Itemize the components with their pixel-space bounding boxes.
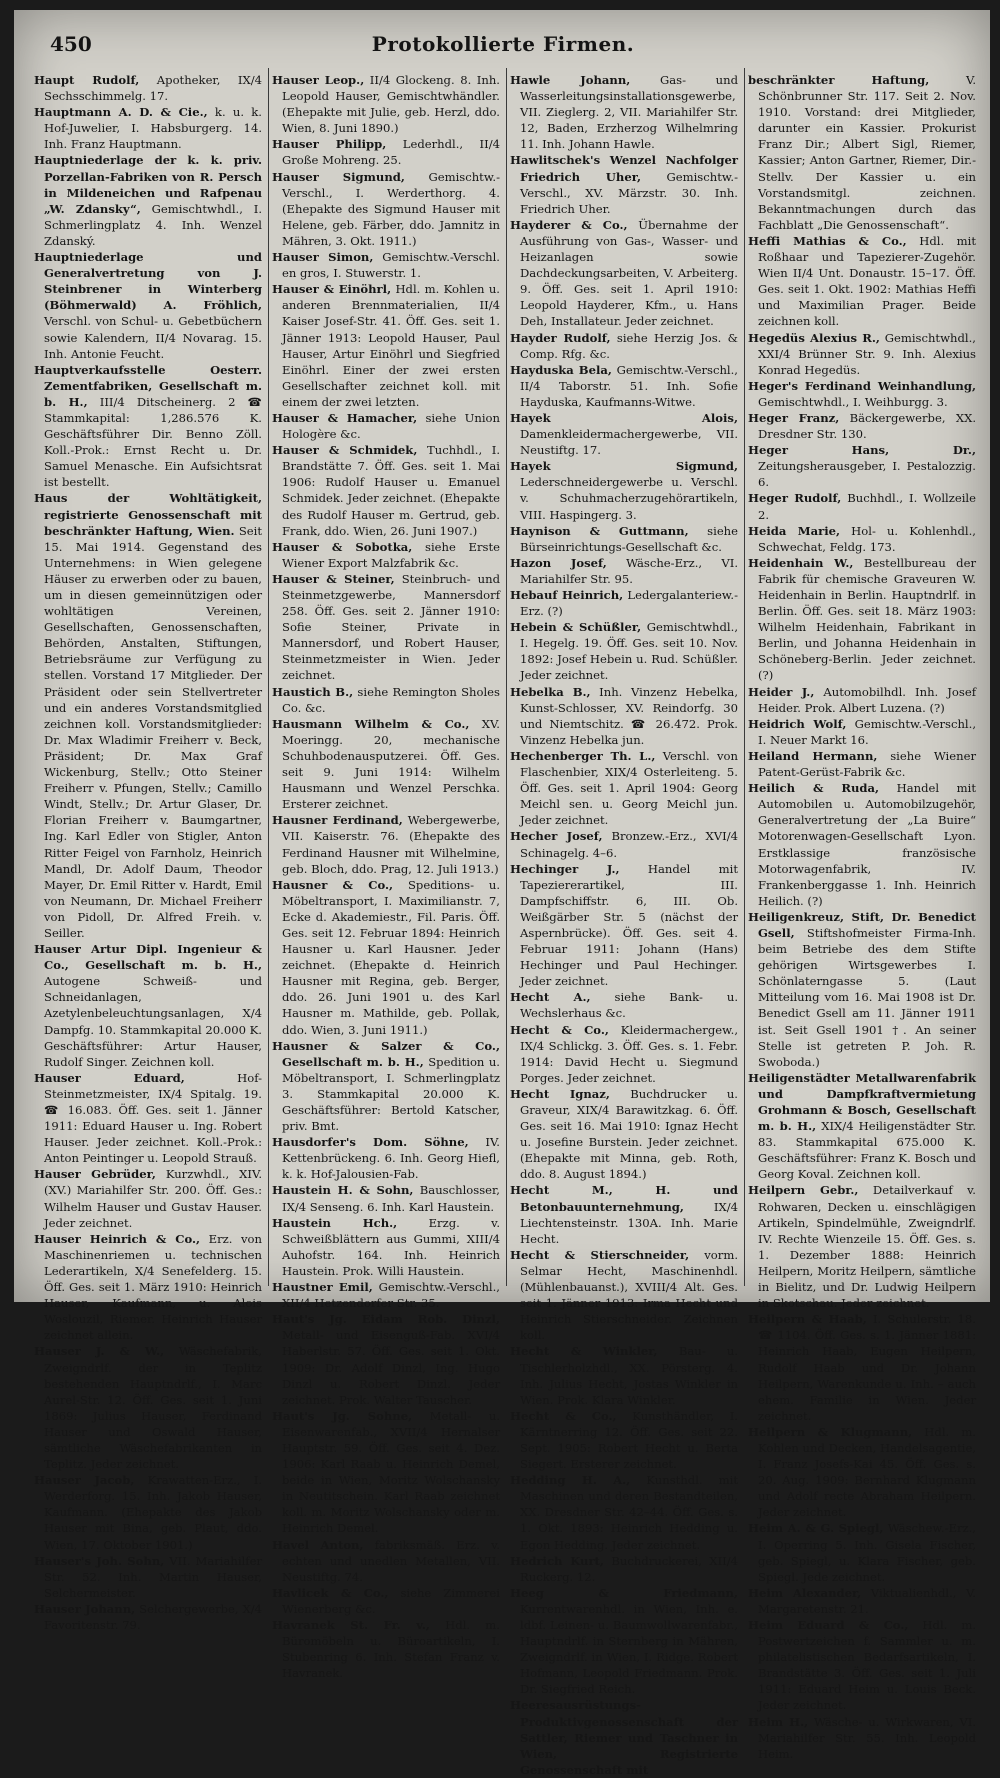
firm-name: Hauser Artur Dipl. Ingenieur & Co., Gesellschaft m. b. H., — [34, 942, 262, 973]
firm-entry — [510, 748, 738, 828]
firm-name: Hauser Leop., — [272, 73, 365, 87]
firm-entry — [748, 684, 976, 716]
document-page — [14, 10, 990, 1777]
firm-entry — [748, 716, 976, 748]
firm-entry — [272, 1537, 500, 1585]
column-rule — [744, 68, 745, 1286]
firm-entry — [272, 442, 500, 539]
firm-details: II/4 Glockeng. 8. Inh. Leopold Hauser, Gemischtwhändler. (Ehepakte mit Julie, geb. Herzl, ddo. Wien, 8. Juni 1890.) — [282, 73, 500, 136]
firm-name: Hauptniederlage und Generalvertretung von J. Steinbrener in Winterberg (Böhmerwald) A. Fröhlich, — [34, 250, 262, 313]
firm-name: Hayek Sigmund, — [510, 459, 738, 474]
firm-name: Hecht & Co., — [510, 1408, 617, 1423]
firm-entry — [34, 1472, 262, 1552]
firm-entry — [272, 281, 500, 410]
firm-entry — [748, 410, 976, 442]
firm-name: Heiligenstädter Metallwarenfabrik und Dampfkraftvermietung Grohmann & Bosch, Gesellschaft m. b. H., — [748, 1070, 976, 1134]
firm-name: Heida Marie, — [748, 523, 841, 538]
firm-name: Heilpern & Klugmann, — [748, 1424, 913, 1439]
firm-name: Heeresausrüstungs- Produktivgenossenschaft der Sattler, Riemer und Taschner in Wien, Registrierte Genossenschaft mit — [510, 1698, 738, 1777]
firm-entry — [34, 362, 262, 491]
firm-details: Hdl. m. Postwertzeichen f. Sammler u. m. philatelistischen Bedarfsartikeln, I. Brandstätte 3. Öff. Ges. seit 1. Juli 1911: Eduard Heim u. Louis Beck. Jeder zeichnet. — [758, 1618, 977, 1713]
firm-name: Heilich & Ruda, — [748, 781, 880, 796]
firm-details: Gemischtwhdl., I. Weihburgg. 3. — [758, 394, 948, 409]
firm-entry — [272, 1279, 500, 1311]
firm-details: Apotheker, IX/4 Sechsschimmelg. 17. — [44, 73, 262, 104]
firm-details: I. Schulerstr. 18. ☎ 1104. Öff. Ges. s. 1. Jänner 1881: Heinrich Haab, Eugen Heilpern, Rudolf Haab und Dr. Johann Heilpern, Warenkunde u. Inh. – auch ehem. Familie in Wien. Jeder zeichnet. — [758, 1312, 976, 1423]
firm-details: Viktualienhdl., V. Margaretenstr. 21. — [758, 1585, 976, 1616]
firm-entry — [272, 1408, 500, 1537]
firm-details: Kunsthdl. mit Maschinen und deren Bestandteilen, XX. Dresdner Str. 42–44. Öff. Ges. s. 1. Okt. 1893: Heinrich Hedding u. Egon Hedding. Jeder zeichnet. — [520, 1473, 739, 1552]
firm-entry — [272, 1038, 500, 1135]
firm-name: Hecher Josef, — [510, 829, 603, 844]
firm-entry — [272, 410, 500, 442]
text-column-1 — [34, 72, 263, 1632]
firm-name: Hauser & Hamacher, — [272, 410, 418, 425]
firm-name: Hauser & Schmidek, — [272, 443, 418, 458]
firm-name: Hauser & Sobotka, — [272, 539, 413, 554]
firm-name: Hauser Eduard, — [34, 1070, 185, 1085]
firm-name: Heider J., — [748, 684, 815, 699]
firm-details: Hdl. m. Kohlen u. anderen Brennmaterialien, II/4 Kaiser Josef-Str. 41. Öff. Ges. seit 1. Jänner 1913: Leopold Hauser, Paul Hauser, Artur Einöhrl und Siegfried Einöhrl. Einer der zwei ersten Gesellschafter zeichnet koll. mit einem der zwei letzten. — [282, 282, 500, 409]
firm-entry — [510, 1343, 738, 1407]
firm-details: Detailverkauf v. Rohwaren, Decken u. einschlägigen Artikeln, Spindelmühle, Zweigndrlf. IV. Rechte Wienzeile 15. Öff. Ges. s. 1. Dezember 1888: Heinrich Heilpern, Moritz Heilpern, sämtliche in Bielitz, und Dr. Ludwig Heilpern in Skotschau. Jeder zeichnet. — [758, 1183, 976, 1311]
firm-name: Heim A. & G. Spiegl, — [748, 1521, 884, 1536]
firm-entry — [272, 249, 500, 281]
firm-entry — [34, 249, 262, 362]
firm-entry — [510, 587, 738, 619]
firm-name: Hauser & Einöhrl, — [272, 282, 392, 297]
firm-details: V. Schönbrunner Str. 117. Seit 2. Nov. 1910. Vorstand: drei Mitglieder, darunter ein Kassier. Prokurist Franz Dir.; Albert Sigl, Riemer, Kassier; Anton Gartner, Riemer, Dir.-Stellv. Der Kassier u. ein Vorstandsmitgl. zeichnen. Bekanntmachungen durch das Fachblatt „Die Genossenschaft“. — [758, 73, 976, 232]
firm-details: VII. Mariahilfer Str. 52. Inh. Martin Hauser, Selchermeister. — [44, 1553, 262, 1600]
firm-entry — [748, 1617, 976, 1714]
firm-entry — [510, 1022, 738, 1086]
firm-name: Haus der Wohltätigkeit, registrierte Genossenschaft mit beschränkter Haftung, Wien. — [34, 491, 262, 538]
firm-name: Heger Franz, — [748, 410, 840, 425]
firm-name: Hebelka B., — [510, 684, 591, 699]
firm-details: Hdl. m. Büromöbeln u. Büroartikeln, I. Stubenring 6. Inh. Stefan Franz v. Havranek. — [282, 1618, 500, 1681]
firm-details: Wäsche-Erz., VI. Mariahilfer Str. 95. — [520, 555, 739, 586]
firm-entry — [272, 877, 500, 1038]
firm-name: Hecht M., H. und Betonbauunternehmung, — [510, 1183, 738, 1214]
firm-entry — [34, 1601, 262, 1633]
firm-entry — [272, 1215, 500, 1279]
firm-name: Hayek Alois, — [510, 410, 738, 425]
firm-name: Heilpern & Haab, — [748, 1312, 867, 1327]
firm-name: Hayder Rudolf, — [510, 330, 611, 345]
firm-entry — [272, 1134, 500, 1182]
firm-details: Hdl. m. Kohlen und Decken, Handelsagentie, I. Franz Josefs-Kai 45. Öff. Ges. s. 20. Aug. 1909: Bernhard Klugmann und Adolf recte Abraham Heilpern. Jeder zeichnet. — [758, 1424, 976, 1520]
firm-name: Hedding H. A., — [510, 1473, 631, 1488]
firm-name: Haupt Rudolf, — [34, 73, 140, 87]
firm-details: Buchhdl., I. Wollzeile 2. — [758, 491, 976, 522]
firm-details: siehe Zimmerei Wienerberg &c. — [282, 1585, 500, 1616]
firm-entry — [34, 1166, 262, 1230]
firm-details: Bäckergewerbe, XX. Dresdner Str. 130. — [758, 410, 977, 442]
firm-entry — [748, 555, 976, 684]
firm-details: Inh. Vinzenz Hebelka, Kunst-Schlosser, XV. Reindorfg. 30 und Niemtschitz. ☎ 26.472. Prok. Vinzenz Hebelka jun. — [520, 684, 739, 747]
firm-name: Hecht A., — [510, 990, 591, 1005]
firm-details: III/4 Ditscheinerg. 2 ☎ Stammkapital: 1,286.576 K. Geschäftsführer Dir. Benno Zöll. Koll.-Prok.: Ernst Recht u. Dr. Samuel Menasche. Ein Aufsichtsrat ist bestellt. — [44, 394, 262, 490]
firm-details: Wäschefabrik, Zweigndrlf. der in Teplitz bestehenden Hauptndrlf., I. Marc Aurel-Str. 12. Öff. Ges. seit 1. Juni 1869: Julius Hauser, Ferdinand Hauser und Oswald Hauser, sämtliche Wäschefabrikanten in Teplitz. Jeder zeichnet. — [44, 1344, 263, 1472]
firm-name: Haut's Jg. Sohne, — [272, 1408, 413, 1423]
firm-entry — [510, 1472, 738, 1552]
firm-details: Verschl. von Flaschenbier, XIX/4 Osterleiteng. 5. Öff. Ges. seit 1. April 1904: Georg Meichl sen. u. Georg Meichl jun. Jeder zeichnet. — [520, 748, 739, 828]
firm-name: Haustein H. & Sohn, — [272, 1183, 414, 1198]
firm-name: Hausdorfer's Dom. Söhne, — [272, 1135, 469, 1150]
firm-entry — [510, 619, 738, 683]
firm-details: IV. Kettenbrückeng. 6. Inh. Georg Hiefl, k. k. Hof-Jalousien-Fab. — [282, 1135, 500, 1182]
firm-details: fabriksmäß. Erz. v. echten und unedlen Metallen, VII. Neustiftg. 74. — [282, 1537, 501, 1584]
firm-details: siehe Herzig Jos. & Comp. Rfg. &c. — [520, 330, 738, 361]
firm-details: Steinbruch- und Steinmetzgewerbe, Mannersdorf 258. Öff. Ges. seit 2. Jänner 1910: Sofie Steiner, Private in Mannersdorf, und Robert Hauser, Steinmetzmeister in Wien. Jeder zeichnet. — [282, 571, 500, 683]
firm-details: Gemischtw.-Verschl., I. Werderthorg. 4. (Ehepakte des Sigmund Hauser mit Helene, geb. Färber, ddo. Jamnitz in Mähren, 3. Okt. 1911.) — [282, 169, 500, 248]
column-rule — [268, 68, 269, 1286]
firm-entry — [748, 1182, 976, 1311]
firm-name: Hauser Johann, — [34, 1601, 136, 1616]
firm-entry — [748, 330, 976, 378]
firm-details: Autogene Schweiß- und Schneidanlagen, Azetylenbeleuchtungsanlagen, X/4 Dampfg. 10. Stammkapital 20.000 K. Geschäftsführer: Artur Hauser, Rudolf Singer. Zeichnen koll. — [44, 974, 262, 1069]
firm-entry — [510, 330, 738, 362]
firm-name: Heilpern Gebr., — [748, 1183, 859, 1198]
firm-entry — [34, 941, 262, 1070]
firm-entry — [272, 812, 500, 876]
firm-entry — [510, 1585, 738, 1698]
firm-name: Heger Rudolf, — [748, 491, 842, 506]
firm-name: Heidenhain W., — [748, 555, 854, 570]
firm-name: Hausner Ferdinand, — [272, 813, 403, 828]
firm-entry — [510, 1086, 738, 1183]
firm-name: Haustner Emil, — [272, 1280, 373, 1295]
firm-entry — [510, 555, 738, 587]
firm-name: Heger's Ferdinand Weinhandlung, — [748, 378, 976, 393]
firm-details: Selchergewerbe, X/4 Favoritenstr. 79. — [44, 1601, 263, 1632]
firm-entry — [748, 442, 976, 490]
firm-name: Havranek St. Fr. v., — [272, 1618, 430, 1632]
firm-name: Hecht Ignaz, — [510, 1086, 610, 1101]
running-title: Protokollierte Firmen. — [371, 32, 635, 56]
firm-entry — [272, 1617, 500, 1681]
firm-entry — [34, 104, 262, 152]
firm-details: XV. Moeringg. 20, mechanische Schuhbodenausputzerei. Öff. Ges. seit 9. Juni 1914: Wilhelm Hausmann und Wenzel Perschka. Ersterer zeichnet. — [282, 716, 500, 812]
firm-details: Buchdruckerei, XII/4 Ruckerg. 12. — [520, 1553, 739, 1584]
firm-details: Automobilhdl. Inh. Josef Heider. Prok. Albert Luzena. (?) — [758, 684, 976, 715]
firm-entry — [510, 1553, 738, 1585]
firm-details: Spedition u. Möbeltransport, I. Schmerlingplatz 3. Stammkapital 20.000 K. Geschäftsführer: Bertold Katscher, priv. Bmt. — [282, 1054, 500, 1134]
firm-details: Wäschew.-Erz., I. Operring 5. Inh. Gisela Fischer, geb. Spiegl, u. Klara Fischer, geb. Spiegl. Jede zeichnet. — [758, 1521, 976, 1584]
firm-name: Haustein Hch., — [272, 1215, 398, 1230]
firm-entry — [34, 1553, 262, 1601]
firm-name: beschränkter Haftung, — [748, 73, 930, 87]
firm-details: Speditions- u. Möbeltransport, I. Maximilianstr. 7, Ecke d. Akademiestr., Fil. Paris. Öff. Ges. seit 12. Februar 1894: Heinrich Hausner u. Karl Hausner. Jeder zeichnet. (Ehepakte d. Heinrich Hausner mit Regina, geb. Berger, ddo. 26. Juni 1901 u. des Karl Hausner m. Mathilde, geb. Pollak, ddo. Wien, 3. Juni 1911.) — [282, 877, 501, 1037]
firm-details: siehe Union Hologère &c. — [282, 410, 501, 442]
firm-details: Damenkleidermachergewerbe, VII. Neustiftg. 17. — [520, 427, 738, 458]
firm-entry — [510, 1247, 738, 1344]
firm-details: Bronzew.-Erz., XVI/4 Schinagelg. 4–6. — [520, 829, 738, 860]
firm-name: Hauptverkaufsstelle Oesterr. Zementfabriken, Gesellschaft m. b. H., — [34, 362, 262, 409]
firm-details: siehe Wiener Patent-Gerüst-Fabrik &c. — [758, 748, 976, 780]
firm-details: IX/4 Liechtensteinstr. 130A. Inh. Marie Hecht. — [520, 1199, 738, 1246]
text-column-2 — [272, 72, 501, 1681]
firm-name: Hauser Gebrüder, — [34, 1167, 156, 1182]
firm-entry — [272, 1182, 500, 1214]
firm-details: Kurzwhdl., XIV. (XV.) Mariahilfer Str. 200. Öff. Ges.: Wilhelm Hauser und Gustav Hauser. Jeder zeichnet. — [44, 1167, 263, 1230]
firm-details: Gemischtwhdl., I. Hegelg. 19. Öff. Ges. seit 10. Nov. 1892: Josef Hebein u. Rud. Schüßler. Jeder zeichnet. — [520, 620, 739, 683]
firm-details: siehe Erste Wiener Export Malzfabrik &c. — [282, 539, 500, 570]
column-rule — [506, 68, 507, 1286]
firm-name: Hauptniederlage der k. k. priv. Porzellan-Fabriken von R. Persch in Mildeneichen und Rafpenau „W. Zdansky“, — [34, 153, 262, 216]
firm-name: Hausner & Salzer & Co., Gesellschaft m. b. H., — [272, 1038, 500, 1069]
firm-entry — [748, 72, 976, 233]
firm-name: Hauser & Steiner, — [272, 571, 395, 586]
firm-entry — [748, 378, 976, 410]
firm-entry — [748, 1520, 976, 1584]
firm-details: Bestellbureau der Fabrik für chemische Graveuren W. Heidenhain in Berlin. Hauptndrlf. in Berlin. Öff. Ges. seit 18. März 1903: Wilhelm Heidenhain, Fabrikant in Berlin, und Johanna Heidenhain in Schöneberg-Berlin. Jeder zeichnet. (?) — [758, 555, 976, 683]
firm-entry — [510, 861, 738, 990]
firm-entry — [510, 72, 738, 152]
firm-name: Hauser Jacob, — [34, 1473, 135, 1488]
firm-details: Gemischtwhdl., I. Schmerlingplatz 4. Inh. Wenzel Zdanský. — [44, 201, 263, 248]
firm-details: Seit 15. Mai 1914. Gegenstand des Unternehmens: in Wien gelegene Häuser zu erwerben oder zu bauen, um in diesen gemeinnützigen oder wohltätigen Vereinen, Gesellschaften, Genossenschaften, Behörden, Anstalten, Stiftungen, Betriebsräume zur Verfügung zu stellen. Vorstand 17 Mitglieder. Der Präsident oder sein Stellvertreter und ein anderes Vorstandsmitglied zeichnen koll. Vorstandsmitglieder: Dr. Max Wladimir Freiherr v. Beck, Präsident; Dr. Max Graf Wickenburg, Stellv.; Otto Steiner Freiherr v. Pfungen, Stellv.; Camillo Windt, Stellv.; Dr. Artur Glaser, Dr. Florian Freiherr v. Baumgartner, Ing. Karl Edler von Stigler, Anton Ritter Feigel von Farnholz, Heinrich Mandl, Dr. Adolf Daum, Theodor Mayer, Dr. Emil Ritter v. Hardt, Emil von Neumann, Dr. Michael Freiherr von Pidoll, Dr. Alfred Freih. v. Seiller. — [44, 523, 262, 940]
firm-entry — [272, 72, 500, 136]
firm-entry — [748, 909, 976, 1070]
firm-entry — [510, 684, 738, 748]
firm-entry — [272, 684, 500, 716]
firm-name: Hechinger J., — [510, 861, 620, 876]
firm-entry — [510, 362, 738, 410]
firm-name: Hechenberger Th. L., — [510, 748, 656, 763]
firm-name: Heger Hans, Dr., — [748, 443, 976, 458]
firm-details: Kunsthändler, I. Kärntnerring 12. Öff. Ges. seit 22. Sept. 1905: Robert Hecht u. Berta Siegert. Ersterer zeichnet. — [520, 1408, 738, 1472]
firm-entry — [748, 1714, 976, 1762]
firm-entry — [510, 217, 738, 330]
firm-name: Hauser Philipp, — [272, 137, 387, 152]
firm-details: Ledergalanteriew.-Erz. (?) — [520, 588, 739, 619]
firm-details: Gemischtw.-Verschl., XII/4 Hetzendorfer Str. 35. — [282, 1280, 500, 1311]
firm-name: Hauser Heinrich & Co., — [34, 1231, 201, 1246]
firm-name: Hauser Sigmund, — [272, 169, 405, 184]
firm-details: Verschl. von Schul- u. Gebetbüchern sowie Kalendern, II/4 Novarag. 15. Inh. Antonie Feucht. — [44, 314, 262, 361]
firm-entry — [34, 72, 262, 104]
firm-name: Hauptmann A. D. & Cie., — [34, 105, 208, 120]
firm-name: Heim Alexander, — [748, 1585, 862, 1600]
firm-details: vorm. Selmar Hecht, Maschinenhdl. (Mühlenbauanst.), XVIII/4 Alt. Ges. seit 1. Jänner 1913: Irma Hecht und Heinrich Stierschneider. Zeichnen koll. — [520, 1247, 739, 1343]
firm-details: Handel mit Tapeziererartikel, III. Dampfschiffstr. 6, III. Ob. Weißgärber Str. 5 (nächst der Aspernbrücke). Öff. Ges. seit 4. Februar 1911: Johann (Hans) Hechinger und Paul Hechinger. Jeder zeichnet. — [520, 861, 739, 989]
firm-entry — [272, 1585, 500, 1617]
firm-entry — [272, 1311, 500, 1408]
firm-name: Heeg & Friedmann, — [510, 1585, 738, 1600]
firm-entry — [510, 1182, 738, 1246]
firm-entry — [272, 136, 500, 168]
firm-details: Lederhdl., II/4 Große Mohreng. 25. — [282, 137, 501, 168]
firm-name: Hayderer & Co., — [510, 217, 628, 232]
firm-details: Metall- u. Eisenwarenfab., XVII/4 Hernalser Hauptstr. 59. Öff. Ges. seit 4. Dez. 1906: Karl Raab u. Heinrich Demel, beide in Wien, Moritz Wolschansky in Neutitschein. Karl Raab zeichnet koll. m. Moritz Wolschansky oder m. Heinrich Demel. — [282, 1408, 501, 1536]
firm-entry — [748, 748, 976, 780]
firm-entry — [748, 1070, 976, 1183]
firm-entry — [510, 1697, 738, 1777]
firm-entry — [510, 989, 738, 1021]
firm-name: Hedrich Kurt, — [510, 1553, 604, 1568]
firm-details: Lederschneidergewerbe u. Verschl. v. Schuhmacherzugehörartikeln, VIII. Haspingerg. 3. — [520, 475, 738, 522]
firm-name: Heim Eduard & Co., — [748, 1618, 909, 1632]
firm-details: Hof-Steinmetzmeister, IX/4 Spitalg. 19. ☎ 16.083. Öff. Ges. seit 1. Jänner 1911: Eduard Hauser u. Ing. Robert Hauser. Jeder zeichnet. Koll.-Prok.: Anton Peintinger u. Leopold Strauß. — [44, 1070, 262, 1166]
firm-entry — [510, 152, 738, 216]
firm-name: Haustich B., — [272, 684, 354, 699]
firm-name: Havlicek & Co., — [272, 1585, 389, 1600]
firm-entry — [748, 780, 976, 909]
page-header — [28, 32, 978, 62]
firm-details: Gas- und Wasserleitungsinstallationsgewerbe, VII. Zieglerg. 2, VII. Mariahilfer Str. 12, Baden, Erzherzog Wilhelmring 11. Inh. Johann Hawle. — [520, 73, 738, 152]
firm-details: Gemischtw.-Verschl. en gros, I. Stuwerstr. 1. — [282, 250, 500, 281]
firm-details: Gemischtw.-Verschl., I. Neuer Markt 16. — [758, 716, 977, 747]
firm-name: Hegedüs Alexius R., — [748, 330, 880, 345]
firm-entry — [510, 828, 738, 860]
firm-name: Heiligenkreuz, Stift, Dr. Benedict Gsell, — [748, 909, 976, 940]
firm-entry — [272, 571, 500, 684]
firm-entry — [748, 233, 976, 330]
firm-name: Hebauf Heinrich, — [510, 588, 624, 602]
firm-details: Kleidermachergew., IX/4 Schlickg. 3. Öff. Ges. s. 1. Febr. 1914: David Hecht u. Siegmund Porges. Jeder zeichnet. — [520, 1022, 739, 1085]
firm-details: Tuchhdl., I. Brandstätte 7. Öff. Ges. seit 1. Mai 1906: Rudolf Hauser u. Emanuel Schmidek. Jeder zeichnet. (Ehepakte des Rudolf Hauser m. Gertrud, geb. Frank, ddo. Wien, 26. Juni 1907.) — [282, 443, 500, 538]
firm-details: Hdl. mit Roßhaar und Tapezierer-Zugehör. Wien II/4 Unt. Donaustr. 15–17. Öff. Ges. seit 1. Okt. 1902: Mathias Heffi und Maximilian Prager. Beide zeichnen koll. — [758, 233, 976, 329]
firm-name: Hauser J. & W., — [34, 1344, 165, 1359]
firm-details: k. u. k. Hof-Juwelier, I. Habsburgerg. 14. Inh. Franz Hauptmann. — [44, 105, 262, 152]
firm-name: Hausner & Co., — [272, 877, 394, 892]
firm-entry — [34, 152, 262, 249]
firm-entry — [272, 716, 500, 813]
firm-name: Heim H., — [748, 1714, 809, 1729]
firm-entry — [272, 169, 500, 249]
firm-name: Heidrich Wolf, — [748, 716, 847, 731]
firm-details: Erzg. v. Schweißblättern aus Gummi, XIII/4 Auhofstr. 164. Inh. Heinrich Haustein. Prok. Willi Haustein. — [282, 1215, 501, 1278]
firm-name: Hazon Josef, — [510, 555, 607, 570]
firm-entry — [272, 539, 500, 571]
firm-entry — [510, 458, 738, 522]
firm-details: Kurrentwarenhdl. in Wien, Inh. e. ldbf. Leinen- u. Baumwollwarenfabr., Hauptndrlf. in Sternberg in Mähren, Zweigndrlf. in Wien, I. Ridge. Robert Hofmann, Leopold Friedmann. Prok. Dr. Siegfried Reich. — [520, 1601, 738, 1697]
firm-details: Wäsche- u. Wirkwaren, VI. Mariahilfer Str. 55. Inh. Leopold Heim. — [758, 1714, 977, 1761]
firm-details: Erz. von Maschinenriemen u. technischen Lederartikeln, X/4 Senefelderg. 15. Öff. Ges. seit 1. März 1910: Heinrich Hauser, Kaufmann, u. Alois Woslouzil, Riemer. Heinrich Hauser zeichnet allein. — [44, 1231, 263, 1343]
firm-name: Hayduska Bela, — [510, 362, 612, 377]
firm-details: Krawatten-Erz., I. Werderforg. 15. Inh. Jakob Hauser, Kaufmann. (Ehepakte des Jakob Hauser mit Bina, geb. Plaut, ddo. Wien, 17. Oktober 1901.) — [44, 1473, 263, 1552]
firm-entry — [748, 1424, 976, 1521]
firm-details: Hol- u. Kohlenhdl., Schwechat, Feldg. 173. — [758, 523, 976, 554]
firm-name: Hauser Simon, — [272, 250, 374, 265]
firm-name: Havel Anton, — [272, 1537, 364, 1552]
firm-name: Haynison & Guttmann, — [510, 523, 689, 538]
firm-name: Hawlitschek's Wenzel Nachfolger Friedrich Uher, — [510, 153, 738, 184]
firm-name: Hebein & Schüßler, — [510, 620, 642, 635]
firm-entry — [510, 410, 738, 458]
firm-name: Hawle Johann, — [510, 73, 631, 87]
firm-entry — [34, 490, 262, 941]
firm-entry — [34, 1231, 262, 1344]
firm-entry — [510, 523, 738, 555]
firm-entry — [748, 1585, 976, 1617]
firm-entry — [510, 1408, 738, 1472]
text-column-3 — [510, 72, 739, 1777]
firm-entry — [34, 1070, 262, 1167]
firm-entry — [34, 1343, 262, 1472]
firm-name: Haut's Jg. Eidam Rob. Dinzl, — [272, 1312, 500, 1327]
firm-name: Hecht & Stierschneider, — [510, 1247, 690, 1262]
firm-details: Handel mit Automobilen u. Automobilzugehör, Generalvertretung der „La Buire“ Motorenwagen-Gesellschaft Lyon. Erstklassige französische Motorwagenfabrik, IV. Frankenberggasse 1. Inh. Heinrich Heilich. (?) — [758, 781, 977, 908]
firm-details: siehe Bank- u. Wechslerhaus &c. — [520, 990, 739, 1021]
firm-entry — [748, 1311, 976, 1424]
firm-details: Buchdrucker u. Graveur, XIX/4 Barawitzkag. 6. Öff. Ges. seit 16. Mai 1910: Ignaz Hecht u. Josefine Burstein. Jeder zeichnet. (Ehepakte mit Minna, geb. Roth, ddo. 8. August 1894.) — [520, 1086, 738, 1182]
firm-details: Metall- und Eisenguß-Fab. XVI/4 Haberlstr. 57. Öff. Ges. seit 1. Okt. 1909: Dr. Adolf Dinzl, Ing. Hugo Dinzl u. Robert Dinzl. Jeder zeichnet. Prok. Walter Tauscher. — [282, 1328, 500, 1407]
firm-name: Hauser's Joh. Sohn, — [34, 1553, 165, 1568]
firm-details: Gemischtw.-Verschl., II/4 Taborstr. 51. Inh. Sofie Hayduska, Kaufmanns-Witwe. — [520, 362, 738, 409]
firm-name: Hecht & Co., — [510, 1022, 609, 1037]
firm-details: Stiftshofmeister Firma-Inh. beim Betriebe des dem Stifte gehörigen Wirtsgewerbes I. Schönlaterngasse 5. (Laut Mitteilung vom 16. Mai 1908 ist Dr. Benedict Gsell am 11. Jänner 1911 ist. Seit Gsell 1901 †. An seiner Stelle ist getreten P. Joh. R. Swoboda.) — [758, 925, 976, 1069]
firm-details: Webergewerbe, VII. Kaiserstr. 76. (Ehepakte des Ferdinand Hausner mit Wilhelmine, geb. Bloch, ddo. Prag, 12. Juli 1913.) — [282, 813, 500, 876]
firm-details: Gemischtwhdl., XXI/4 Brünner Str. 9. Inh. Alexius Konrad Hegedüs. — [758, 330, 976, 377]
firm-details: XIX/4 Heiligenstädter Str. 83. Stammkapital 675.000 K. Geschäftsführer: Franz K. Bosch und Georg Koval. Zeichnen koll. — [758, 1119, 977, 1182]
firm-details: siehe Remington Sholes Co. &c. — [282, 684, 500, 715]
firm-name: Hausmann Wilhelm & Co., — [272, 716, 470, 731]
firm-details: Bauschlosser, IX/4 Senseng. 6. Inh. Karl Haustein. — [282, 1183, 500, 1214]
firm-name: Hecht & Winkler, — [510, 1344, 658, 1359]
firm-details: Gemischtw.-Verschl., XV. Märzstr. 30. Inh. Friedrich Uher. — [520, 169, 739, 216]
firm-entry — [748, 490, 976, 522]
firm-details: Übernahme der Ausführung von Gas-, Wasser- und Heizanlagen sowie Dachdeckungsarbeiten, V. Arbeiterg. 9. Öff. Ges. seit 1. April 1910: Leopold Hayderer, Kfm., u. Hans Deh, Installateur. Jeder zeichnet. — [520, 217, 739, 329]
firm-entry — [748, 523, 976, 555]
firm-name: Heiland Hermann, — [748, 748, 878, 763]
firm-details: siehe Bürseinrichtungs-Gesellschaft &c. — [520, 523, 739, 554]
firm-details: Bau- u. Tischlerholzhdl., XX. Pörsterg. 4. Inh. Julius Hecht, Jostas Winkler in Wien. Prok. Klara Winkler. — [520, 1344, 739, 1407]
firm-details: Zeitungsherausgeber, I. Pestalozzig. 6. — [758, 459, 976, 490]
firm-name: Heffi Mathias & Co., — [748, 233, 907, 248]
page-number: 450 — [50, 32, 92, 56]
text-column-4 — [748, 72, 977, 1761]
